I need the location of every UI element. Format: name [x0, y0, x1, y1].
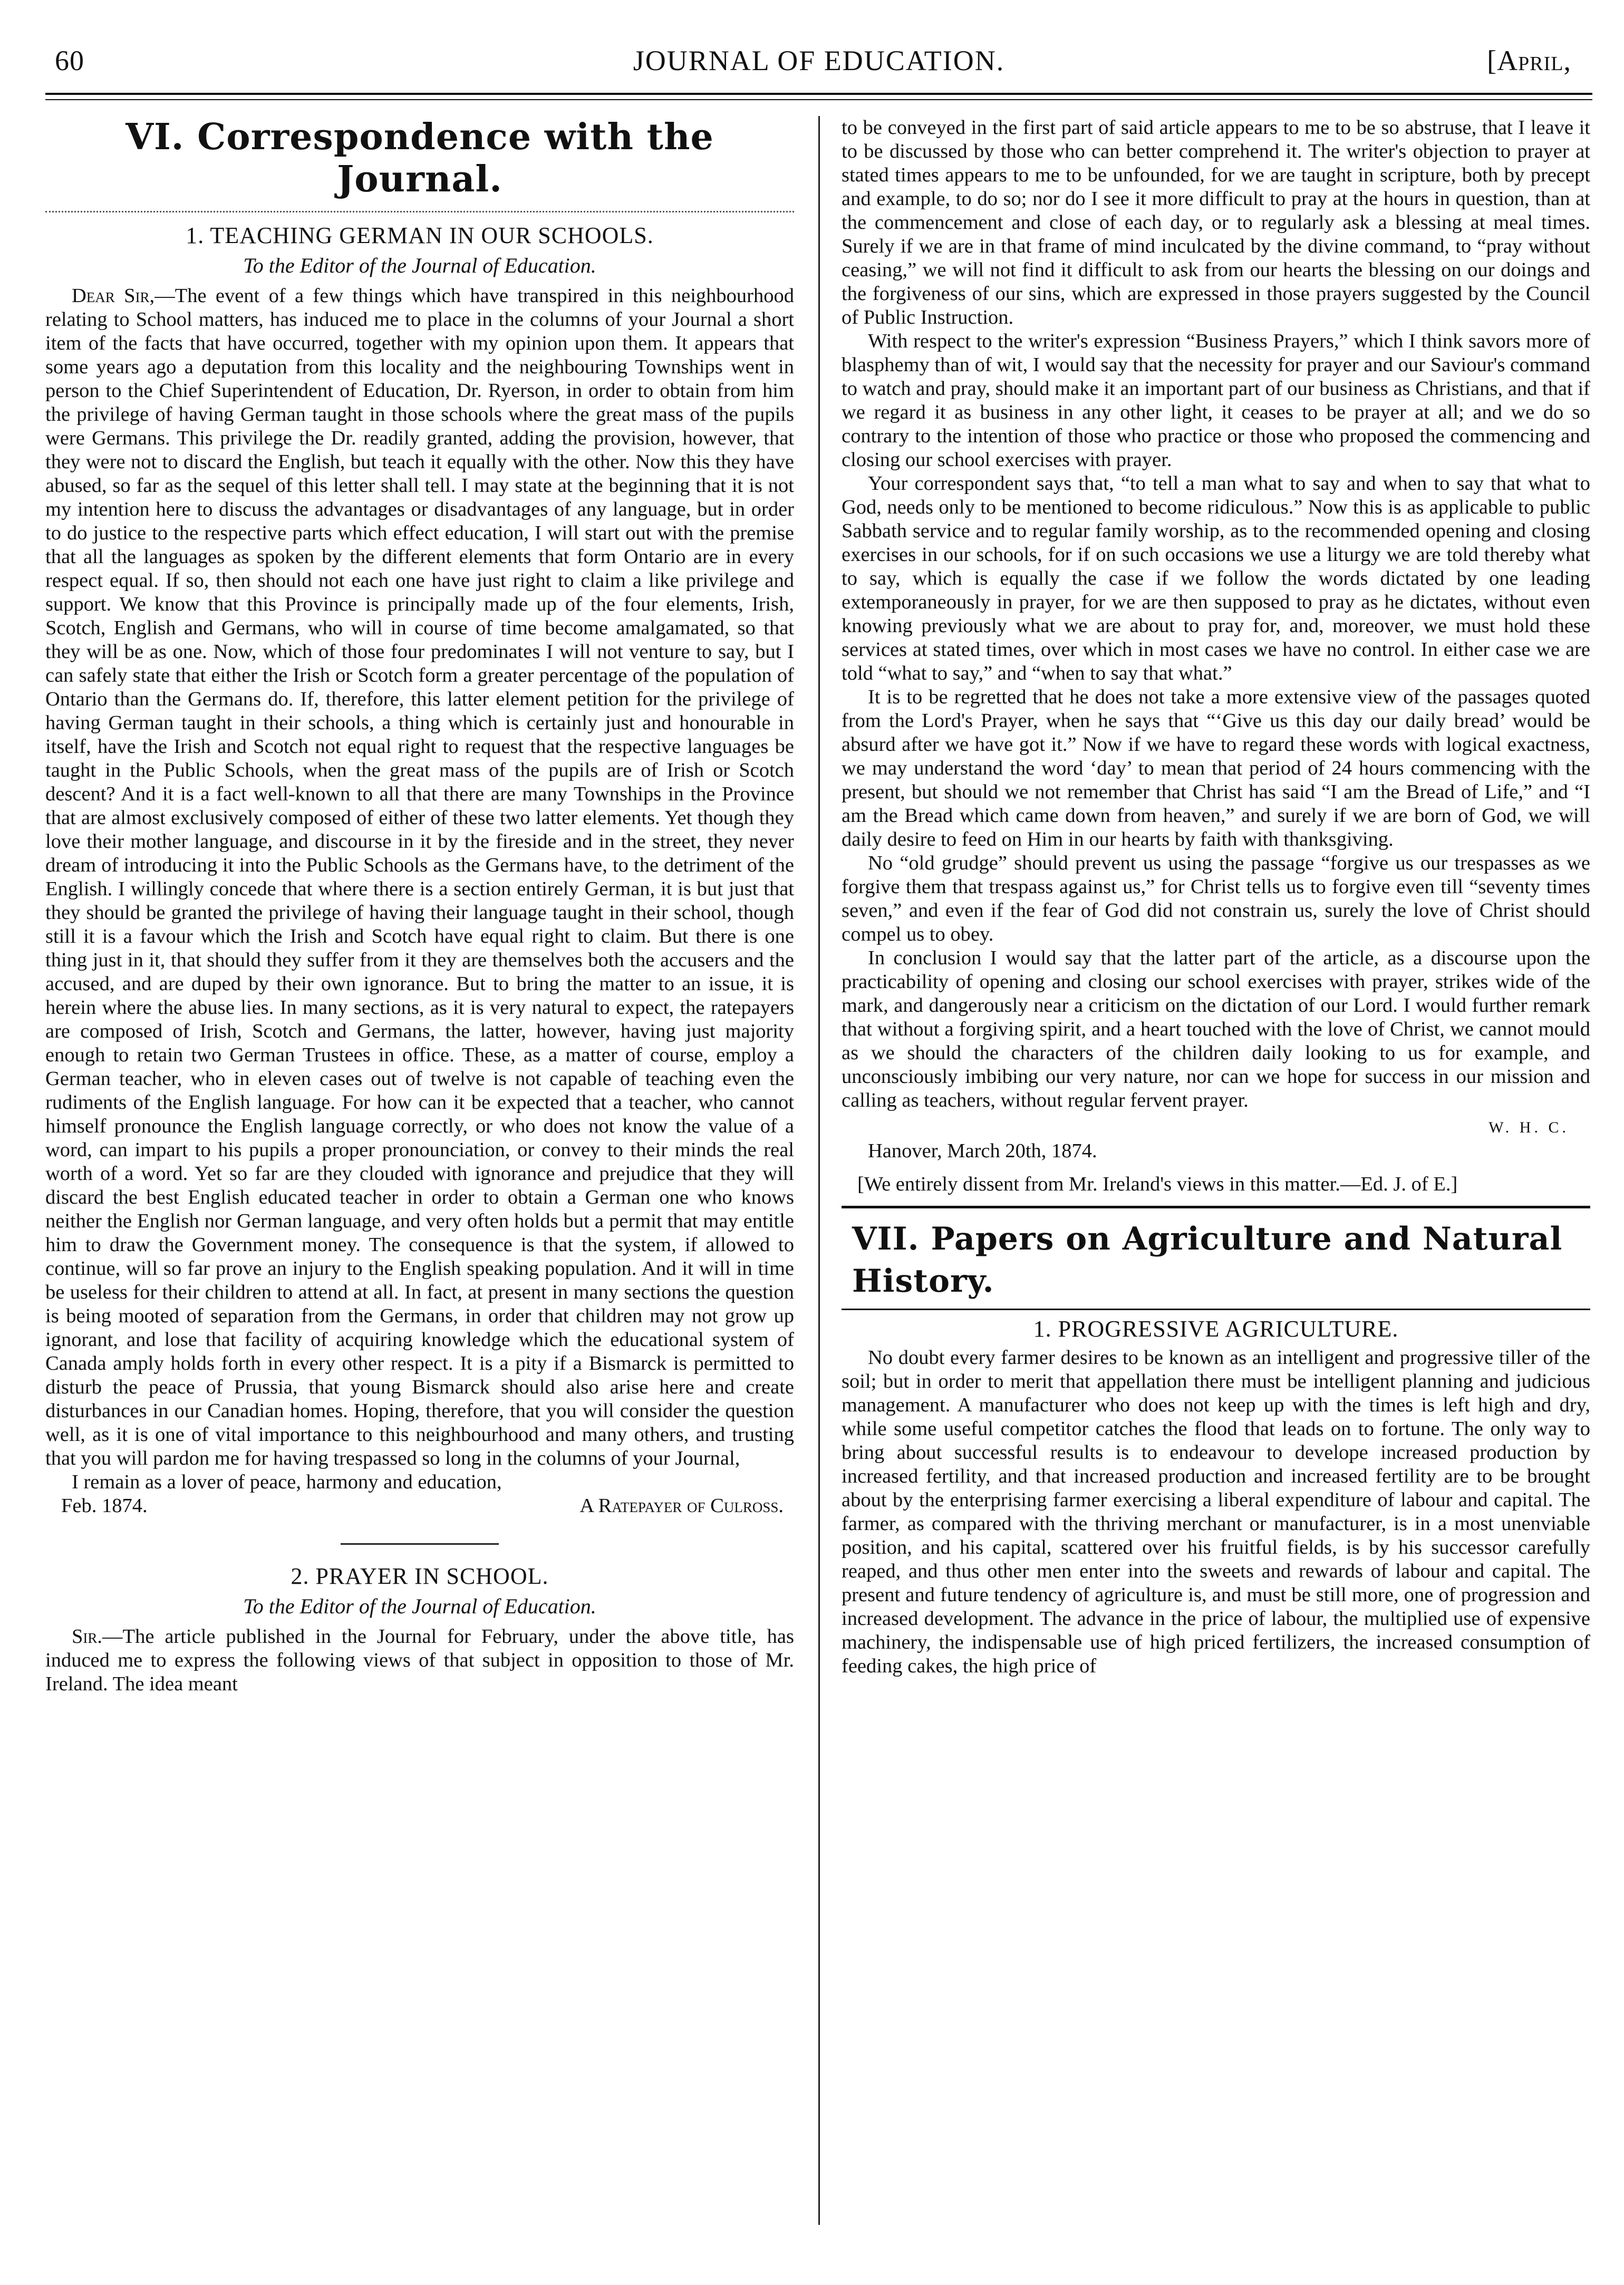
article-1-para-1: —The event of a few things which have transpired in this neighbourhood relating to School matters, has induced me to place in the columns of your Journal a short item of the facts that have occurred, together with my opinion upon them. It appears that some years ago a deputation from this locality and the neighbouring Townships went in person to the Chief Superintendent of Education, Dr. Ryerson, in order to obtain from him the privilege of having German taught in those schools where the great mass of the pupils were Germans. This privilege the Dr. readily granted, adding the provision, however, that they were not to discard the English, but teach it equally with the other. Now this they have abused, so far as the sequel of this letter shall tell. I may state at the beginning that it is not my intention here to discuss the advantages or disadvantages of any language, but in order to do justice to the respective parts which effect education, I will start out with the premise that all the languages as spoken by the different elements that form Ontario are in every respect equal. If so, then should not each one have just right to claim a like privilege and support. We know that this Province is principally made up of the four elements, Irish, Scotch, English and Germans, who will in course of time become amalgamated, so that they will be as one. Now, which of those four predominates I will not venture to say, but I can safely state that either the Irish or Scotch form a greater percentage of the population of Ontario than the Germans do. If, therefore, this latter element petition for the privilege of having German taught in their schools, a thing which is certainly just and honourable in itself, have the Irish and Scotch not equal right to request that the respective languages be taught in the Public Schools, when the great mass of the pupils are of Irish or Scotch descent? And it is a fact well-known to all that there are many Townships in the Province that are almost exclusively composed of either of these two latter elements. Yet though they love their mother language, and discourse in it by the fireside and in the street, they never dream of introducing it into the Public Schools as the Germans have, to the detriment of the English. I willingly concede that where there is a section entirely German, it is but just that they should be granted the privilege of having their language taught in their school, though still it is a favour which the Irish and Scotch have equal right to claim. But there is one thing just in it, that should they suffer from it they are themselves both the accusers and the accused, and are duped by their own ignorance. But to bring the matter to an issue, it is herein where the abuse lies. In many sections, as it is very natural to expect, the ratepayers are composed of Irish, Scotch and Germans, the latter, however, having just majority enough to retain two German Trustees in office. These, as a matter of course, employ a German teacher, who in eleven cases out of twelve is not capable of teaching even the rudiments of the English language. For how can it be expected that a teacher, who cannot himself pronounce the English language correctly, or who does not know the value of a word, can impart to his pupils a proper pronounciation, or convey to their minds the real worth of a word. Yet so far are they clouded with ignorance and prejudice that they will discard the best English educated teacher in order to obtain a German one who knows neither the English nor German language, and very often holds but a permit that may entitle him to draw the Government money. The consequence is that the system, if allowed to continue, will so far prove an injury to the English speaking population. And it will in time be useless for their children to attend at all. In fact, at present in many sections the question is being mooted of separation from the Germans, in order that children may not grow up ignorant, and lose that facility of acquiring knowledge which the educational system of Canada amply holds forth in every other respect. It is a pity if a Bismarck is permitted to disturb the peace of Prussia, that young Bismarck should also arise here and create disturbances in our Canadian homes. Hoping, therefore, that you will consider the question well, as it is one of vital importance to this neighbourhood and many others, and trusting that you will pardon me for having trespassed so long in the columns of your Journal,	[45, 285, 794, 1469]
article-2-para-4: It is to be regretted that he does not take a more extensive view of the passages quoted from the Lord's Prayer, when he says that “‘Give us this day our daily bread’ would be absurd after we have got it.” Now if we have to regard these words with logical exactness, we may understand the word ‘day’ to mean that period of 24 hours commencing with the present, but should we not remember that Christ has said “I am the Bread of Life,” and “I am the Bread which came down from heaven,” and surely if we are born of God, we will daily desire to feed on Him in our hearts by faith with thanksgiving.	[842, 686, 1590, 850]
article-separator	[341, 1543, 499, 1545]
article-2-place-date: Hanover, March 20th, 1874.	[868, 1140, 1097, 1162]
article-1-signature: A Ratepayer of Culross.	[579, 1495, 784, 1517]
article-1-subtitle: To the Editor of the Journal of Education.	[243, 254, 596, 277]
article-3-title: 1. PROGRESSIVE AGRICULTURE.	[1033, 1316, 1399, 1342]
wavy-rule	[45, 206, 794, 212]
article-2-para-5: No “old grudge” should prevent us using the passage “forgive us our trespasses as we forgive them that trespass against us,” for Christ tells us to forgive even till “seventy times seven,” and even if the fear of God did not constrain us, surely the love of Christ should compel us to obey.	[842, 852, 1590, 945]
article-2-initials: W. H. C.	[1488, 1119, 1569, 1136]
header-rule-thin	[45, 99, 1592, 100]
article-2-para-1-left: —The article published in the Journal for February, under the above title, has induced me to express the following views of that subject in opposition to those of Mr. Ireland. The idea meant	[45, 1625, 794, 1695]
article-2-title: 2. PRAYER IN SCHOOL.	[291, 1563, 549, 1589]
article-1-closing: I remain as a lover of peace, harmony and education,	[72, 1471, 502, 1493]
article-1-title: 1. TEACHING GERMAN IN OUR SCHOOLS.	[186, 222, 654, 248]
header-rule	[45, 93, 1592, 95]
page-number: 60	[55, 45, 84, 76]
journal-title: JOURNAL OF EDUCATION.	[633, 45, 1005, 76]
column-divider	[818, 116, 820, 2225]
article-2-para-3: Your correspondent says that, “to tell a man what to say and when to say that what to God, needs only to be mentioned to become ridiculous.” Now this is as applicable to public Sabbath service and to regular family worship, as to the recommended opening and closing exercises in our schools, for if on such occasions we use a liturgy we are told thereby what to say, which is equally the case if we follow the words dictated by one leading extemporaneously in prayer, for we are then supposed to pray as he dictates, without even knowing previously what we are about to pray for, and, moreover, we must hold these services at stated times, over which in most cases we have no control. In either case we are told “what to say,” and “when to say that what.”	[842, 472, 1590, 684]
journal-page	[45, 37, 1592, 2262]
article-2-body-start	[45, 1625, 794, 1696]
article-1-signoff	[45, 1494, 794, 1518]
left-column	[45, 116, 794, 2257]
running-head	[45, 37, 1592, 84]
article-3-para-1: No doubt every farmer desires to be known as an intelligent and progressive tiller of the soil; but in order to merit that appellation there must be intelligent planning and judicious management. A manufacturer who does not keep up with the times is left high and dry, while some useful competitor catches the flood that leads on to fortune. The only way to bring about successful results is to endeavour to develope increased production by increased fertility, and that increased production and increased fertility are to be brought about by the enterprising farmer exercising a liberal expenditure of labour and capital. The farmer, as compared with the thriving merchant or manufacturer, is in a most unenviable position, and his capital, scattered over his fruitful fields, is by his successor carefully reaped, and thus other men enter into the sweets and rewards of labour and capital. The present and future tendency of agriculture is, and must be still more, one of progression and increased development. The advance in the price of labour, the multiplied use of expensive machinery, the indispensable use of high priced fertilizers, the increased consumption of feeding cakes, the high price of	[842, 1347, 1590, 1677]
right-column	[842, 116, 1590, 2257]
article-2-salutation: Sir.	[72, 1625, 103, 1648]
issue-month: [April,	[1487, 45, 1571, 76]
article-2-para-1-right: to be conveyed in the first part of said article appears to me to be so abstruse, that I leave it to be discussed by those who can better comprehend it. The writer's objection to prayer at stated times appears to me to be unfounded, for we are taught in scripture, both by precept and example, to do so; nor do I see it more difficult to pray at the hours in question, than at the commencement and close of each day, or to regularly ask a blessing at meal times. Surely if we are in that frame of mind inculcated by the divine command, to “pray without ceasing,” we will not find it difficult to ask from our hearts the blessing on our doings and the forgiveness of our sins, which are expressed in those prayers suggested by the Council of Public Instruction.	[842, 117, 1590, 328]
article-2-subtitle: To the Editor of the Journal of Education.	[243, 1594, 596, 1618]
article-1-date: Feb. 1874.	[61, 1495, 148, 1517]
section-vi-title: VI. Correspondence with the Journal.	[125, 116, 714, 200]
two-column-body	[45, 116, 1592, 2257]
section-vii-title: VII. Papers on Agriculture and Natural History.	[842, 1206, 1590, 1310]
article-1-body	[45, 284, 794, 1470]
article-2-para-2: With respect to the writer's expression “Business Prayers,” which I think savors more of blasphemy than of wit, I would say that the necessity for prayer and our Saviour's command to watch and pray, should make it an important part of our business as Christians, and that if we regard it as business in any other light, it ceases to be prayer at all; and we do so contrary to the intention of those who practice or those who proposed the commencing and closing our school exercises with prayer.	[842, 330, 1590, 471]
article-1-salutation: Dear Sir,	[72, 285, 155, 307]
article-2-para-6: In conclusion I would say that the latter part of the article, as a discourse upon the practicability of opening and closing our school exercises with prayer, strikes wide of the mark, and dangerously near a criticism on the dictation of our Lord. I would further remark that without a forgiving spirit, and a heart touched with the love of Christ, we cannot mould as we should the characters of the children daily looking to us for example, and unconsciously imbibing our very nature, nor can we hope for success in our mission and calling as teachers, without regular fervent prayer.	[842, 947, 1590, 1111]
editor-note: [We entirely dissent from Mr. Ireland's views in this matter.—Ed. J. of E.]	[857, 1173, 1458, 1195]
